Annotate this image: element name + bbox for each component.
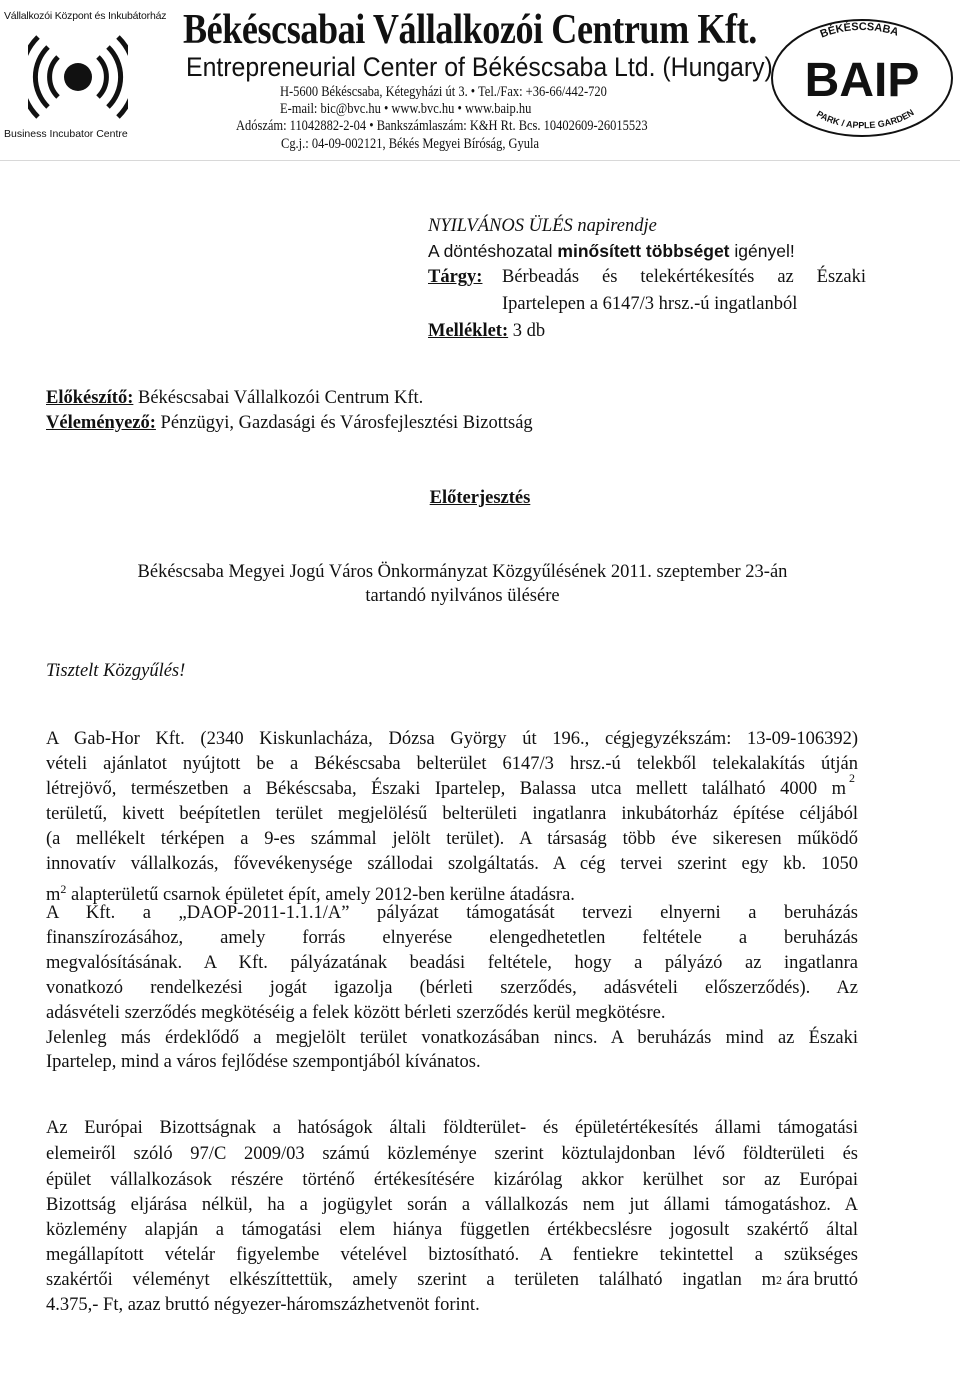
p1-line-12: adásvételi szerződés megkötéséig a felek között bérleti szerződés kerül megkötésre.	[46, 1003, 666, 1023]
p2-line-8: 4.375,- Ft, azaz bruttó négyezer-háromszázhetvenöt forint.	[46, 1295, 480, 1315]
p2-line-7	[46, 1268, 858, 1293]
p2-line-7-sup: 2	[775, 1273, 782, 1287]
preparer-value: Békéscsabai Vállalkozói Centrum Kft.	[137, 388, 424, 408]
subject-line-1: Bérbeadás és telekértékesítés az Északi	[502, 267, 866, 287]
agenda-title	[428, 214, 657, 239]
p1-line-7-sup: 2	[60, 882, 67, 896]
attachment	[428, 319, 545, 344]
preparer	[46, 386, 423, 411]
p2-line-5: közlemény alapján a támogatási elem hiánya független értékbecslésre jogosult szakértő által	[46, 1220, 858, 1240]
logo-top-text: Vállalkozói Központ és Inkubátorház	[4, 10, 167, 22]
p1-line-2: vételi ajánlatot nyújtott be a Békéscsaba belterület 6147/3 hrsz.-ú telekből telekalakítás útján	[46, 754, 858, 774]
subject-label-text: Tárgy:	[428, 267, 483, 287]
logo-text: BAIP	[804, 54, 920, 107]
tax-line: Adószám: 11042882-2-04 • Bankszámlaszám: K&H Rt. Bcs. 10402609-26015523	[236, 118, 648, 134]
logo-arc-top: BÉKÉSCSABA	[818, 20, 900, 41]
reviewer-label: Véleményező:	[46, 413, 156, 433]
p2-line-4: Bizottság eljárása nélkül, ha a jogügylet során a vállalkozás nem jut állami támogatáshoz. A	[46, 1195, 858, 1215]
reviewer	[46, 411, 533, 436]
broadcast-icon	[28, 27, 128, 127]
decision-suffix: igényel!	[734, 241, 795, 261]
proposal-heading: Előterjesztés	[429, 488, 531, 508]
baip-logo	[762, 6, 960, 146]
proposal-line-2: tartandó nyilvános ülésére	[365, 586, 560, 606]
decision-note	[428, 239, 795, 264]
p1-line-13: Jelenleg más érdeklődő a megjelölt terület vonatkozásában nincs. A beruházás mind az Északi	[46, 1028, 858, 1048]
salutation: Tisztelt Közgyűlés!	[46, 661, 186, 681]
p1-line-9: finanszírozásához, amely forrás elnyerése elengedhetetlen feltétele a beruházás	[46, 928, 858, 948]
preparer-label: Előkészítő:	[46, 388, 134, 408]
logo-arc-bottom: PARK / APPLE GARDEN	[814, 107, 916, 131]
p2-line-3: épület vállalkozások részére történő értékesítésére kizárólag akkor kerülhet sor az Európai	[46, 1170, 858, 1190]
p1-line-3-text: létrejövő, természetben a Békéscsaba, Északi Ipartelep, Balassa utca mellett található 4000 m	[46, 779, 846, 799]
p1-line-3-sup: 2	[849, 771, 855, 785]
attachment-label: Melléklet:	[428, 321, 509, 341]
agenda-title-rest: napirendje	[577, 216, 657, 236]
p2-line-7-text: szakértői véleményt elkészíttettük, amely szerint a területen található ingatlan m	[46, 1270, 776, 1290]
subject-label	[428, 265, 482, 290]
attachment-value: 3 db	[512, 321, 546, 341]
p1-line-11: vonatkozó rendelkezési jogát igazolja (bérleti szerződés, adásvételi előszerződés). Az	[46, 978, 858, 998]
p1-line-5: (a mellékelt térképen a 9-es számmal jelölt terület). A társaság több éve sikeresen működő	[46, 829, 858, 849]
p1-line-10: megvalósításának. A Kft. pályázatának beadási feltétele, hogy a pályázó az ingatlanra	[46, 953, 858, 973]
p2-line-6: megállapított vételár figyelembe vételével biztosítható. A fentiekre tekintettel a szükséges	[46, 1245, 858, 1265]
agenda-title-italic: NYILVÁNOS ÜLÉS	[428, 216, 573, 236]
decision-bold: minősített többséget	[557, 241, 730, 261]
p1-line-7-text: alapterületű csarnok épületet épít, amely 2012-ben kerülne átadásra.	[66, 885, 575, 906]
logo-bottom-text: Business Incubator Centre	[4, 128, 128, 140]
registry-line: Cg.j.: 04-09-002121, Békés Megyei Bíróság, Gyula	[281, 136, 540, 152]
p1-line-14: Ipartelep, mind a város fejlődése szempontjából kívánatos.	[46, 1052, 481, 1072]
p2-line-7-main	[46, 1268, 776, 1293]
bic-logo	[0, 0, 170, 150]
p1-line-4: területű, kivett beépítetlen terület megjelölésű belterületi ingatlanra inkubátorház építése céljából	[46, 804, 858, 824]
p1-line-8: A Kft. a „DAOP-2011-1.1.1/A” pályázat támogatását tervezi elnyerni a beruházás	[46, 903, 858, 923]
p1-line-1: A Gab-Hor Kft. (2340 Kiskunlacháza, Dózsa György út 196., cégjegyzékszám: 13-09-106392)	[46, 729, 858, 749]
email-line: E-mail: bic@bvc.hu • www.bvc.hu • www.baip.hu	[280, 101, 532, 117]
p2-line-1: Az Európai Bizottságnak a hatóságok általi földterület- és épületértékesítés állami támogatási	[46, 1118, 858, 1138]
header-divider	[0, 160, 960, 161]
reviewer-value: Pénzügyi, Gazdasági és Városfejlesztési Bizottság	[160, 413, 533, 433]
p1-line-7-m: m	[46, 885, 61, 906]
p1-line-6: innovatív vállalkozás, fővevékenysége szállodai szolgáltatás. A cég tervei szerint egy kb. 1050	[46, 854, 858, 874]
company-subtitle: Entrepreneurial Center of Békéscsaba Ltd. (Hungary)	[186, 52, 773, 82]
decision-prefix: A döntéshozatal	[428, 241, 553, 261]
p1-line-3	[46, 777, 846, 802]
company-title: Békéscsabai Vállalkozói Centrum Kft.	[183, 7, 757, 53]
proposal-line-1: Békéscsaba Megyei Jogú Város Önkormányzat Közgyűlésének 2011. szeptember 23-án	[137, 562, 788, 582]
p2-line-2: elemeiről szóló 97/C 2009/03 számú közleménye szerint köztulajdonban lévő földterületi és	[46, 1144, 858, 1164]
p2-line-7-tail: ára bruttó	[781, 1270, 858, 1290]
svg-text:PARK / APPLE GARDEN	[815, 107, 916, 130]
subject-line-2: Ipartelepen a 6147/3 hrsz.-ú ingatlanból	[502, 294, 798, 314]
address-line: H-5600 Békéscsaba, Kétegyházi út 3. • Tel./Fax: +36-66/442-720	[280, 84, 607, 100]
